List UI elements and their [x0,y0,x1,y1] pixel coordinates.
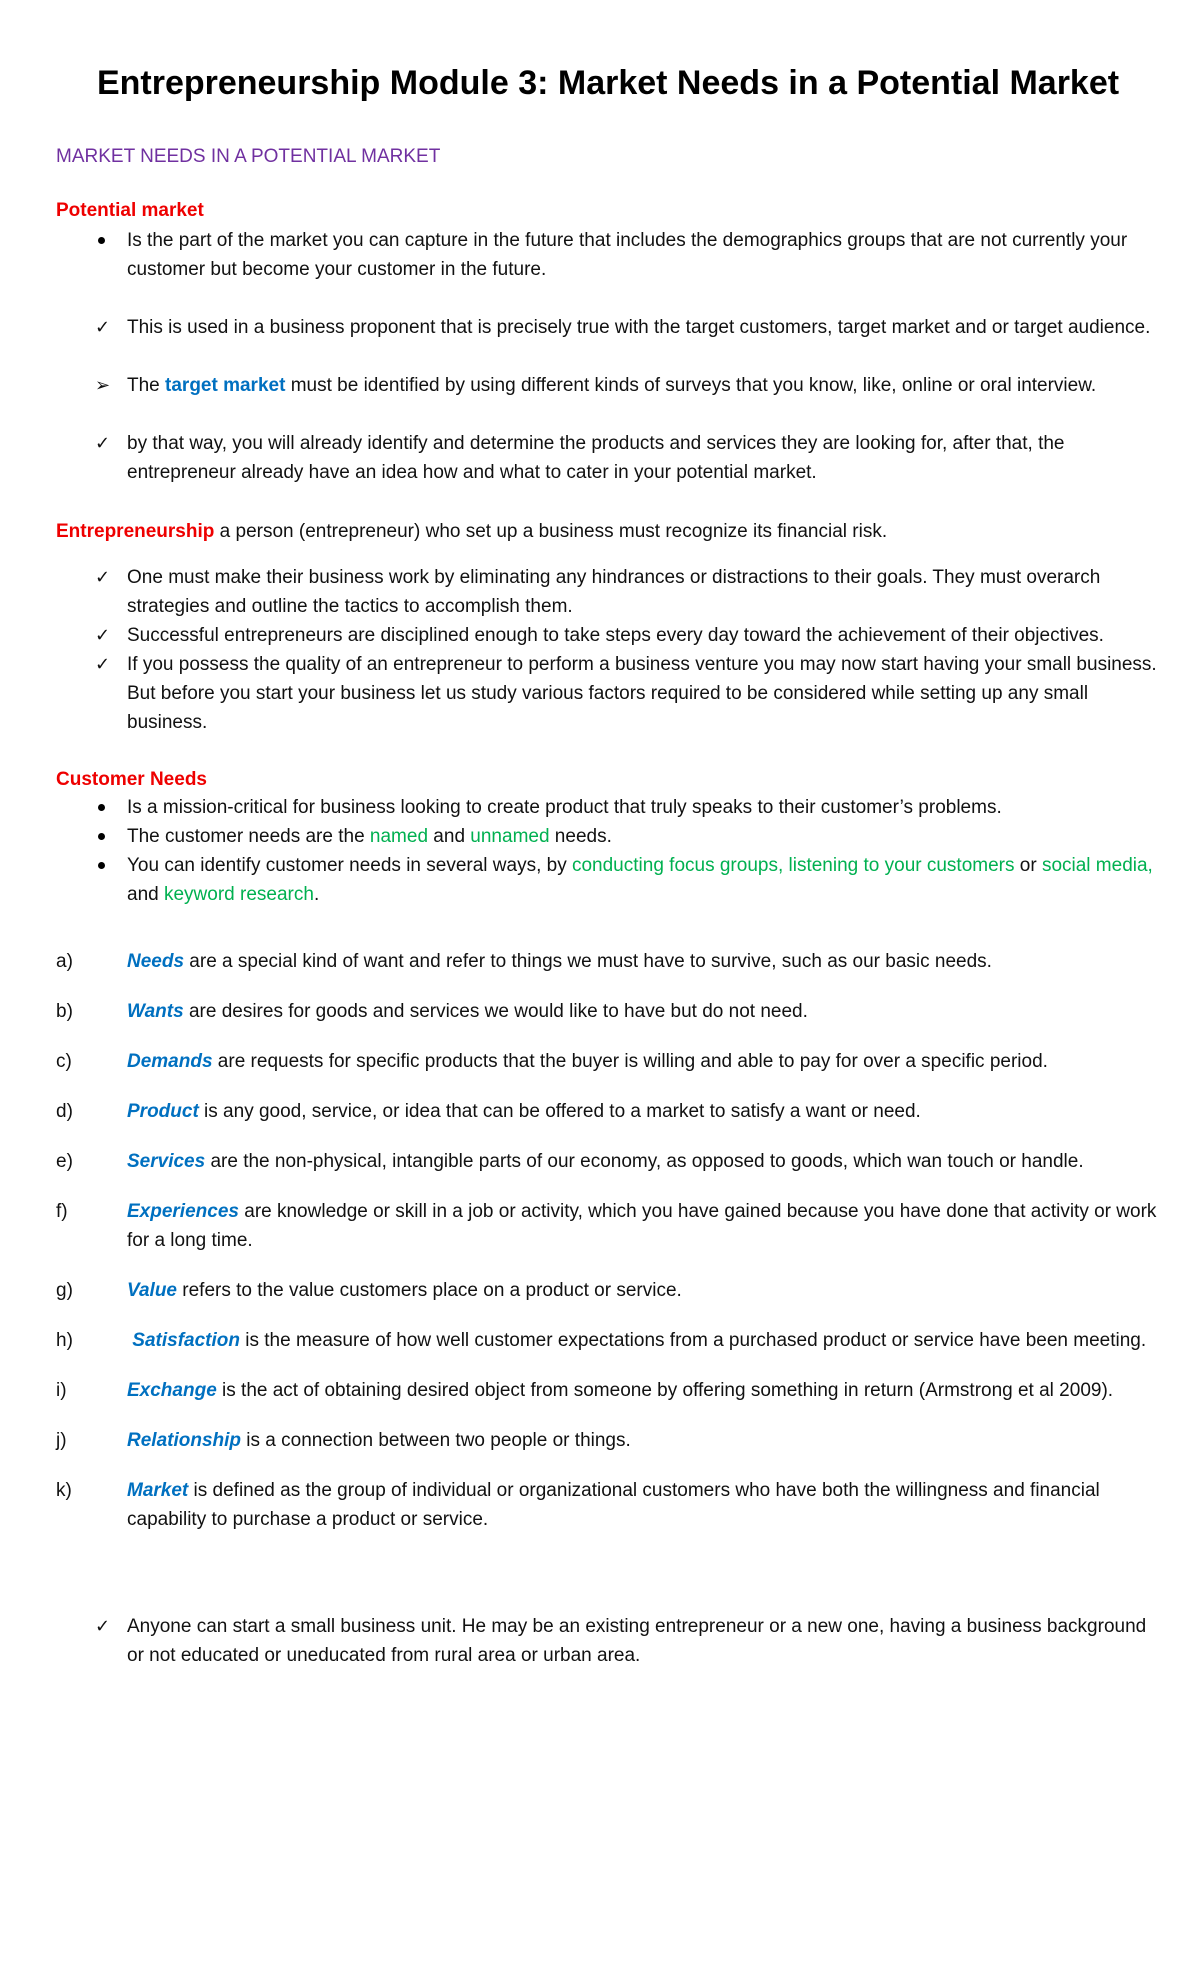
bullet-dot [98,862,105,869]
final-check: ✓ Anyone can start a small business unit. He may be an existing entrepreneur or a new one, having a business background or not educated or uneducated from rural area or urban area. [56,1612,1160,1670]
entre-check-2: ✓ Successful entrepreneurs are disciplined enough to take steps every day toward the achievement of their objectives. [56,621,1160,650]
check-icon: ✓ [95,625,111,645]
bullet-dot [98,804,105,811]
entre-check-1: ✓ One must make their business work by eliminating any hindrances or distractions to their goals. They must overarch strategies and outline the tactics to accomplish them. [56,563,1160,621]
section-heading: MARKET NEEDS IN A POTENTIAL MARKET [56,146,441,167]
terms-list [56,947,1160,1534]
term-value: g) Value refers to the value customers place on a product or service. [56,1280,682,1301]
term-experiences: f) Experiences are knowledge or skill in a job or activity, which you have gained because you have done that activity or work for a long time. [56,1201,1157,1251]
check-icon: ✓ [95,1616,111,1636]
term-wants: b) Wants are desires for goods and services we would like to have but do not need. [56,1001,808,1022]
entrepreneurship-heading: Entrepreneurship [56,521,215,542]
entre-check-3: ✓ If you possess the quality of an entrepreneur to perform a business venture you may now start having your small business. But before you start your business let us study various factors required to be considered while setting up any small business. [56,650,1160,737]
term-services: e) Services are the non-physical, intangible parts of our economy, as opposed to goods, which wan touch or handle. [56,1151,1084,1172]
check-icon: ✓ [95,567,111,587]
customer-bullet-1: Is a mission-critical for business looking to create product that truly speaks to their customer’s problems. [56,793,1160,822]
term-needs: a) Needs are a special kind of want and refer to things we must have to survive, such as our basic needs. [56,951,992,972]
page-title: Entrepreneurship Module 3: Market Needs in a Potential Market [96,64,1120,102]
check-icon: ✓ [95,433,111,453]
arrow-icon: ➢ [95,375,111,395]
bullet-dot [98,237,105,244]
target-market-term: target market [165,375,286,396]
customer-needs-heading: Customer Needs [56,769,207,790]
potential-market-heading: Potential market [56,200,204,221]
term-market: k) Market is defined as the group of individual or organizational customers who have both the willingness and financial capability to purchase a product or service. [56,1480,1100,1530]
customer-bullet-2: The customer needs are the named and unnamed needs. [56,822,1160,851]
potential-bullet: Is the part of the market you can capture in the future that includes the demographics groups that are not currently your customer but become your customer in the future. [56,226,1160,284]
term-demands: c) Demands are requests for specific products that the buyer is willing and able to pay for over a specific period. [56,1051,1048,1072]
term-satisfaction: h) Satisfaction is the measure of how well customer expectations from a purchased product or service have been meeting. [56,1330,1147,1351]
potential-arrow-item: ➢ The target market must be identified by using different kinds of surveys that you know, like, online or oral interview. [56,371,1160,400]
term-exchange: i) Exchange is the act of obtaining desired object from someone by offering something in return (Armstrong et al 2009). [56,1380,1114,1401]
entrepreneurship-paragraph: Entrepreneurship a person (entrepreneur) who set up a business must recognize its financial risk. [56,521,888,542]
customer-bullet-3: You can identify customer needs in several ways, by conducting focus groups, listening to your customers or social media, and keyword research. [56,851,1160,909]
potential-check-1: ✓ This is used in a business proponent that is precisely true with the target customers, target market and or target audience. [56,313,1160,342]
potential-check-2: ✓ by that way, you will already identify and determine the products and services they are looking for, after that, the entrepreneur already have an idea how and what to cater in your potential market. [56,429,1160,487]
check-icon: ✓ [95,317,111,337]
bullet-dot [98,833,105,840]
term-product: d) Product is any good, service, or idea that can be offered to a market to satisfy a want or need. [56,1101,921,1122]
check-icon: ✓ [95,654,111,674]
term-relationship: j) Relationship is a connection between two people or things. [56,1430,631,1451]
